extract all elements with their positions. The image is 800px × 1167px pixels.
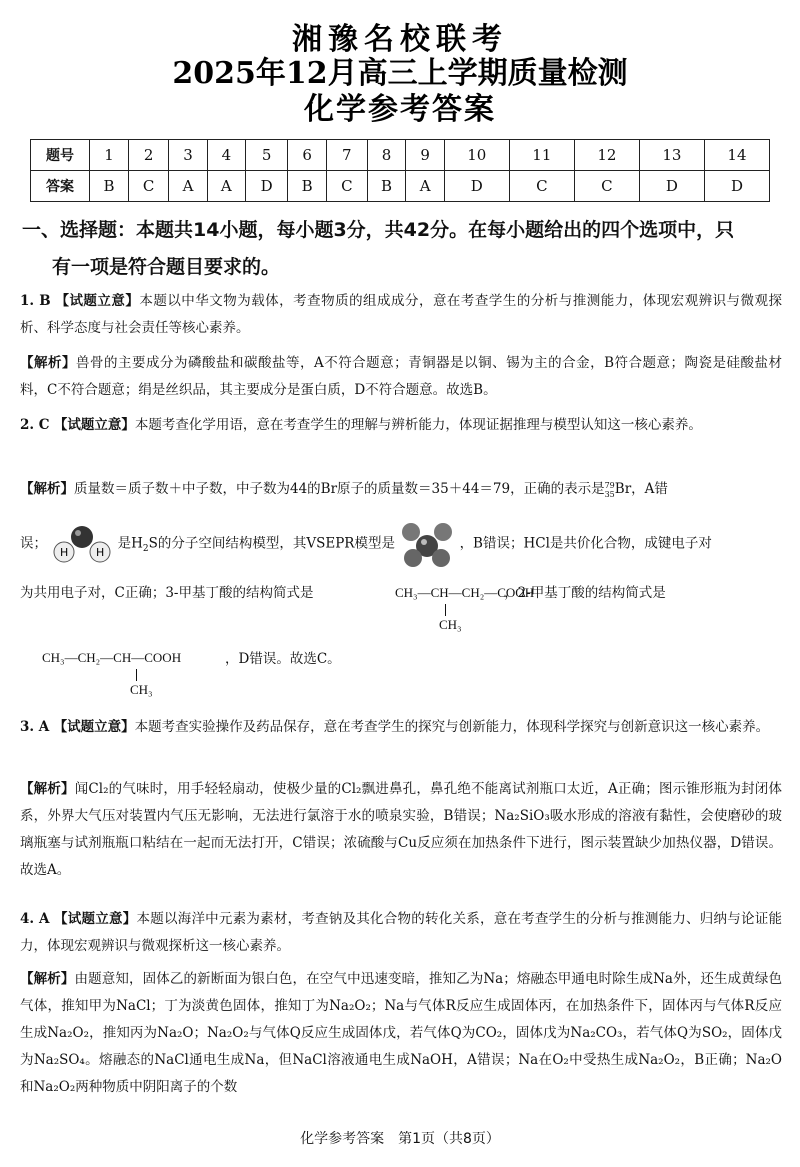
question-3-intent bbox=[20, 714, 782, 741]
q2-analysis-text2-start: 误； bbox=[20, 535, 47, 552]
question-1-analysis bbox=[20, 350, 782, 404]
q3-number: 3. A bbox=[20, 719, 50, 735]
q2-analysis-text2-mid2: S的分子空间结构模型，其VSEPR模型是 bbox=[148, 535, 395, 552]
question-3-analysis bbox=[20, 776, 782, 884]
formula2-main-chain: CH₃—CH₂—CH—COOH bbox=[42, 650, 182, 665]
3-methylbutanoic-acid-formula bbox=[395, 585, 535, 632]
answer-table bbox=[30, 139, 770, 202]
question-number-cell: 7 bbox=[327, 140, 367, 171]
q2-analysis-line1 bbox=[20, 476, 782, 503]
formula2-branch-bond bbox=[136, 669, 137, 681]
q1-intent-text: 本题以中华文物为载体，考查物质的组成成分，意在考查学生的分析与推测能力，体现宏观辨识与微观探析、科学态度与社会责任等核心素养。 bbox=[20, 293, 782, 336]
answer-cell: B bbox=[288, 171, 327, 202]
answer-cell: C bbox=[574, 171, 639, 202]
question-number-cell: 10 bbox=[444, 140, 509, 171]
q1-analysis-text: 兽骨的主要成分为磷酸盐和碳酸盐等，A不符合题意；青铜器是以铜、锡为主的合金，B符合题意；陶瓷是硅酸盐材料，C不符合题意；绢是丝织品，其主要成分是蛋白质，D不符合题意。故选B。 bbox=[20, 355, 783, 398]
question-number-cell: 3 bbox=[169, 140, 207, 171]
answer-cell: C bbox=[128, 171, 168, 202]
page-footer: 化学参考答案 第1页（共8页） bbox=[300, 1131, 500, 1147]
q2-analysis-line2: 误； H H 是$H_2S$的分子空间结构模型，其VSEPR模型是 ，B错误；HCl是共价化合物，成键电子对 bbox=[20, 520, 782, 568]
answer-cell: A bbox=[207, 171, 245, 202]
formula1-branch-bond bbox=[445, 604, 446, 616]
exam-name-title: 2025年12月高三上学期质量检测 bbox=[172, 56, 628, 91]
question-number-cell: 4 bbox=[207, 140, 245, 171]
question-number-cell: 13 bbox=[639, 140, 704, 171]
exam-org-title: 湘豫名校联考 bbox=[292, 22, 508, 57]
q2-analysis-text1-end: Br，A错 bbox=[614, 481, 668, 497]
answer-cell: B bbox=[90, 171, 129, 202]
section-heading-line2: 有一项是符合题目要求的。 bbox=[52, 256, 281, 278]
row-label-answer: 答案 bbox=[31, 171, 90, 202]
q4-intent-text: 本题以海洋中元素为素材，考查钠及其化合物的转化关系，意在考查学生的分析与推测能力、归纳与论证能力，体现宏观辨识与微观探析这一核心素养。 bbox=[20, 911, 782, 954]
row-label-number: 题号 bbox=[31, 140, 90, 171]
q2-analysis-line4 bbox=[225, 646, 425, 673]
q4-intent-tag: 【试题立意】 bbox=[54, 911, 137, 927]
q1-number: 1. B bbox=[20, 293, 51, 309]
question-number-cell: 2 bbox=[128, 140, 168, 171]
question-number-cell: 6 bbox=[288, 140, 327, 171]
document-title: 化学参考答案 bbox=[304, 92, 496, 127]
question-4-intent bbox=[20, 906, 782, 960]
h-atom-label-right: H bbox=[96, 546, 105, 559]
question-4-analysis bbox=[20, 966, 782, 1122]
formula2-branch: CH₃ bbox=[130, 682, 153, 697]
question-number-cell: 5 bbox=[246, 140, 288, 171]
q3-analysis-text: 闻Cl₂的气味时，用手轻轻扇动，使极少量的Cl₂飘进鼻孔，鼻孔绝不能离试剂瓶口太近，A正确；图示锥形瓶为封闭体系，外界大气压对装置内气压无影响，无法进行氯溶于水的喷泉实验，B错误；Na₂SiO₃吸水形成的溶液有黏性，会使磨砂的玻璃瓶塞与试剂瓶瓶口粘结在一起而无法打开，C错误；浓硫酸与Cu反应须在加热条件下进行，图示装置缺少加热仪器，D错误。故选A。 bbox=[20, 781, 782, 878]
question-number-cell: 8 bbox=[367, 140, 406, 171]
answer-cell: A bbox=[406, 171, 444, 202]
q2-analysis-text1: 质量数＝质子数＋中子数，中子数为44的Br原子的质量数＝35＋44＝79，正确的表示是 bbox=[74, 481, 605, 497]
h2s-molecule-model-icon bbox=[51, 523, 113, 565]
q3-intent-tag: 【试题立意】 bbox=[53, 719, 135, 735]
isotope-notation bbox=[605, 481, 615, 499]
answer-cell: D bbox=[246, 171, 288, 202]
q2-analysis-text2-mid: 是H bbox=[117, 535, 143, 552]
q4-analysis-text: 由题意知，固体乙的新断面为银白色，在空气中迅速变暗，推知乙为Na；熔融态甲通电时除生成Na外，还生成黄绿色气体，推知甲为NaCl；丁为淡黄色固体，推知丁为Na₂O₂；Na与气体R反应生成固体丙，在加热条件下，固体丙与气体R反应生成Na₂O₂，推知丙为Na₂O；Na₂O₂与气体Q反应生成固体戊，若气体Q为CO₂，固体戊为Na₂CO₃，若气体Q为SO₂，固体戊为Na₂SO₄。熔融态的NaCl通电生成Na，但NaCl溶液通电生成NaOH，A错误；Na在O₂中受热生成Na₂O₂，B正确；Na₂O和Na₂O₂两种物质中阴阳离子的个数 bbox=[20, 971, 782, 1095]
q4-number: 4. A bbox=[20, 911, 50, 927]
vsepr-tetrahedral-model-icon bbox=[399, 520, 455, 568]
answer-cell: C bbox=[327, 171, 367, 202]
question-number-cell: 11 bbox=[509, 140, 574, 171]
answer-cell: B bbox=[367, 171, 406, 202]
question-1-intent bbox=[20, 288, 782, 342]
answer-row bbox=[31, 171, 770, 202]
formula1-branch: CH₃ bbox=[439, 617, 462, 632]
question-2-intent bbox=[20, 412, 782, 439]
q2-number: 2. C bbox=[20, 417, 50, 433]
question-number-row bbox=[31, 140, 770, 171]
question-number-cell: 12 bbox=[574, 140, 639, 171]
mass-number: 79 bbox=[604, 480, 615, 490]
question-number-cell: 14 bbox=[704, 140, 769, 171]
question-number-cell: 1 bbox=[90, 140, 129, 171]
atomic-number: 35 bbox=[604, 489, 615, 499]
q2-analysis-text4: ，D错误。故选C。 bbox=[225, 651, 341, 667]
answer-cell: D bbox=[639, 171, 704, 202]
answer-cell: D bbox=[444, 171, 509, 202]
q2-analysis-text3-end: ，2-甲基丁酸的结构简式是 bbox=[504, 585, 666, 601]
answer-cell: D bbox=[704, 171, 769, 202]
answer-cell: A bbox=[169, 171, 207, 202]
formula1-main-chain: CH₃—CH—CH₂—COOH bbox=[395, 585, 535, 600]
answer-cell: C bbox=[509, 171, 574, 202]
q3-analysis-tag: 【解析】 bbox=[20, 781, 75, 797]
h-atom-label-left: H bbox=[60, 546, 69, 559]
q3-intent-text: 本题考查实验操作及药品保存，意在考查学生的探究与创新能力，体现科学探究与创新意识这一核心素养。 bbox=[134, 719, 770, 735]
q2-analysis-tag: 【解析】 bbox=[20, 481, 74, 497]
question-number-cell: 9 bbox=[406, 140, 444, 171]
q1-intent-tag: 【试题立意】 bbox=[55, 293, 140, 309]
q2-analysis-text2-end: ，B错误；HCl是共价化合物，成键电子对 bbox=[459, 535, 712, 552]
q2-intent-text: 本题考查化学用语，意在考查学生的理解与辨析能力，体现证据推理与模型认知这一核心素养。 bbox=[134, 417, 702, 433]
2-methylbutanoic-acid-formula bbox=[42, 650, 182, 697]
q4-analysis-tag: 【解析】 bbox=[20, 971, 75, 987]
section-heading-line1: 一、选择题：本题共14小题，每小题3分，共42分。在每小题给出的四个选项中，只 bbox=[22, 219, 735, 241]
q1-analysis-tag: 【解析】 bbox=[20, 355, 76, 371]
section-heading bbox=[22, 212, 782, 286]
q2-analysis-text3: 为共用电子对，C正确；3-甲基丁酸的结构简式是 bbox=[20, 585, 314, 601]
q2-intent-tag: 【试题立意】 bbox=[53, 417, 135, 433]
